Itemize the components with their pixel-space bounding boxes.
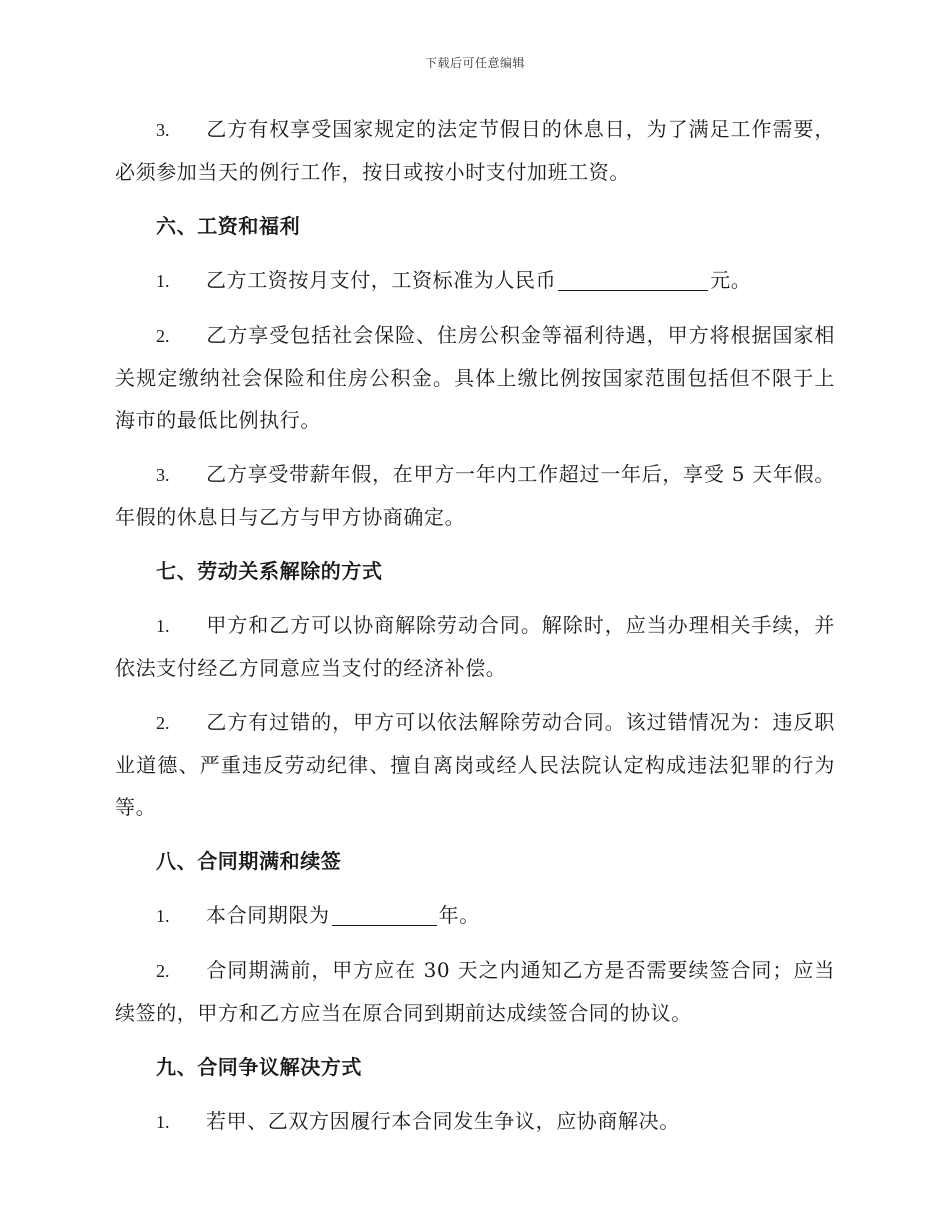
clause-text-after: 元。	[710, 268, 752, 292]
term-blank-line	[332, 903, 437, 926]
clause-number: 2.	[156, 713, 170, 733]
clause-text: 甲方和乙方可以协商解除劳动合同。解除时，应当办理相关手续，并依法支付经乙方同意应当支付的经济补偿。	[115, 613, 835, 680]
clause-number: 1.	[156, 1112, 170, 1132]
clause-text-before: 乙方工资按月支付，工资标准为人民币	[206, 268, 557, 292]
clause-number: 2.	[156, 961, 170, 981]
section-heading-8: 八、合同期满和续签	[156, 849, 342, 873]
clause-text: 乙方有权享受国家规定的法定节假日的休息日，为了满足工作需要，必须参加当天的例行工作，按日或按小时支付加班工资。	[115, 117, 835, 184]
section-heading-7: 七、劳动关系解除的方式	[156, 559, 383, 583]
clause-text: 乙方享受带薪年假，在甲方一年内工作超过一年后，享受 5 天年假。年假的休息日与乙方与甲方协商确定。	[115, 462, 835, 529]
clause-number: 1.	[156, 616, 170, 636]
clause-6-1	[115, 259, 835, 302]
clause-7-2	[115, 701, 835, 828]
clause-5-3	[115, 108, 835, 193]
document-body	[115, 108, 835, 1155]
clause-8-2	[115, 949, 835, 1034]
clause-text: 乙方享受包括社会保险、住房公积金等福利待遇，甲方将根据国家相关规定缴纳社会保险和住房公积金。具体上缴比例按国家范围包括但不限于上海市的最低比例执行。	[115, 323, 835, 432]
clause-6-3	[115, 453, 835, 538]
clause-text: 若甲、乙双方因履行本合同发生争议，应协商解决。	[206, 1109, 680, 1133]
page-header: 下载后可任意编辑	[424, 56, 525, 70]
clause-number: 1.	[156, 271, 170, 291]
clause-number: 2.	[156, 326, 170, 346]
clause-text-before: 本合同期限为	[206, 903, 330, 927]
clause-text-after: 年。	[438, 903, 480, 927]
clause-text: 合同期满前，甲方应在 30 天之内通知乙方是否需要续签合同；应当续签的，甲方和乙方应当在原合同到期前达成续签合同的协议。	[115, 958, 835, 1025]
section-heading-9: 九、合同争议解决方式	[156, 1055, 362, 1079]
clause-number: 3.	[156, 120, 170, 140]
clause-8-1	[115, 894, 835, 937]
clause-number: 1.	[156, 906, 170, 926]
clause-number: 3.	[156, 465, 170, 485]
clause-text: 乙方有过错的，甲方可以依法解除劳动合同。该过错情况为：违反职业道德、严重违反劳动纪律、擅自离岗或经人民法院认定构成违法犯罪的行为等。	[115, 710, 835, 819]
salary-blank-line	[558, 268, 708, 291]
clause-7-1	[115, 604, 835, 689]
clause-6-2	[115, 314, 835, 441]
clause-9-1	[115, 1100, 835, 1143]
section-heading-6: 六、工资和福利	[156, 214, 301, 238]
